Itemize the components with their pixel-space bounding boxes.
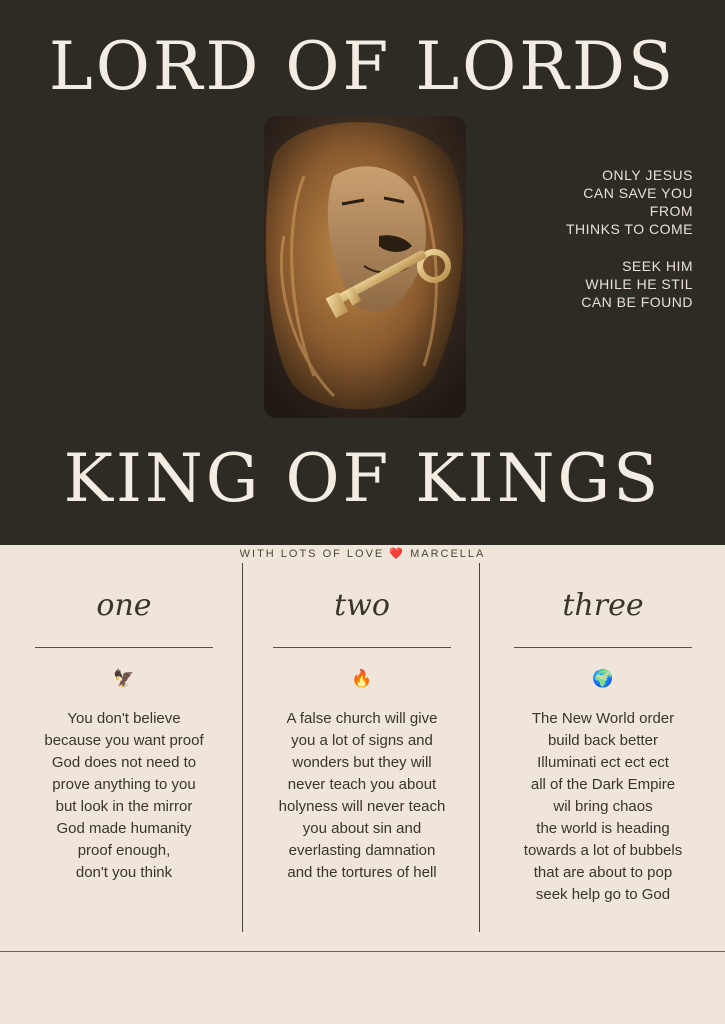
column-heading: three [562,587,644,623]
side-text-line: CAN BE FOUND [581,294,693,310]
fire-icon: 🔥 [351,669,373,688]
body-line: never teach you about [287,776,437,793]
body-line: seek help go to God [535,886,671,903]
title-lord-of-lords: LORD OF LORDS [48,28,677,105]
side-text-block-1 [566,166,693,238]
signature-text: WITH LOTS OF LOVE [239,548,385,560]
lion-with-key-image [264,116,466,418]
column-rule [273,647,451,648]
side-text-line: FROM [649,203,693,219]
body-line: towards a lot of bubbels [523,842,683,859]
body-line: God made humanity [56,820,192,837]
body-line: prove anything to you [52,776,196,793]
column-body [488,708,718,906]
title-king-of-kings: KING OF KINGS [63,440,662,517]
body-line: You don't believe [67,710,181,727]
side-text-line: CAN SAVE YOU [583,185,693,201]
body-line: the world is heading [536,820,670,837]
body-line: The New World order [531,710,675,727]
column-heading: two [334,587,390,623]
body-line: wonders but they will [292,754,432,771]
body-line: all of the Dark Empire [530,776,676,793]
body-line: but look in the mirror [55,798,193,815]
body-line: build back better [547,732,659,749]
column-two [247,570,477,884]
body-line: because you want proof [44,732,204,749]
body-line: Illuminati ect ect ect [537,754,669,771]
bottom-divider [0,951,725,952]
eagle-icon: 🦅 [113,669,135,688]
body-line: you about sin and [302,820,422,837]
body-line: don't you think [75,864,173,881]
body-line: God does not need to [51,754,197,771]
column-rule [514,647,692,648]
column-three [488,570,718,906]
side-text-line: THINKS TO COME [565,221,693,237]
body-line: wil bring chaos [553,798,653,815]
signature-line [0,547,725,560]
column-body [9,708,239,884]
body-line: proof enough, [77,842,171,859]
column-body [247,708,477,884]
body-line: holyness will never teach [278,798,446,815]
column-heading: one [96,587,152,623]
side-text-line: ONLY JESUS [602,167,693,183]
column-rule [35,647,213,648]
body-line: and the tortures of hell [287,864,437,881]
body-line: everlasting damnation [288,842,436,859]
column-divider [242,563,243,932]
globe-icon: 🌍 [592,669,614,688]
side-text-line: WHILE HE STIL [585,276,693,292]
body-line: A false church will give [286,710,438,727]
column-divider [479,563,480,932]
side-text-line: SEEK HIM [622,258,693,274]
side-text-block-2 [581,257,693,311]
body-line: that are about to pop [533,864,673,881]
column-one [9,570,239,884]
body-line: you a lot of signs and [291,732,433,749]
signature-name: MARCELLA [410,548,486,560]
heart-icon: ❤️ [389,548,406,560]
